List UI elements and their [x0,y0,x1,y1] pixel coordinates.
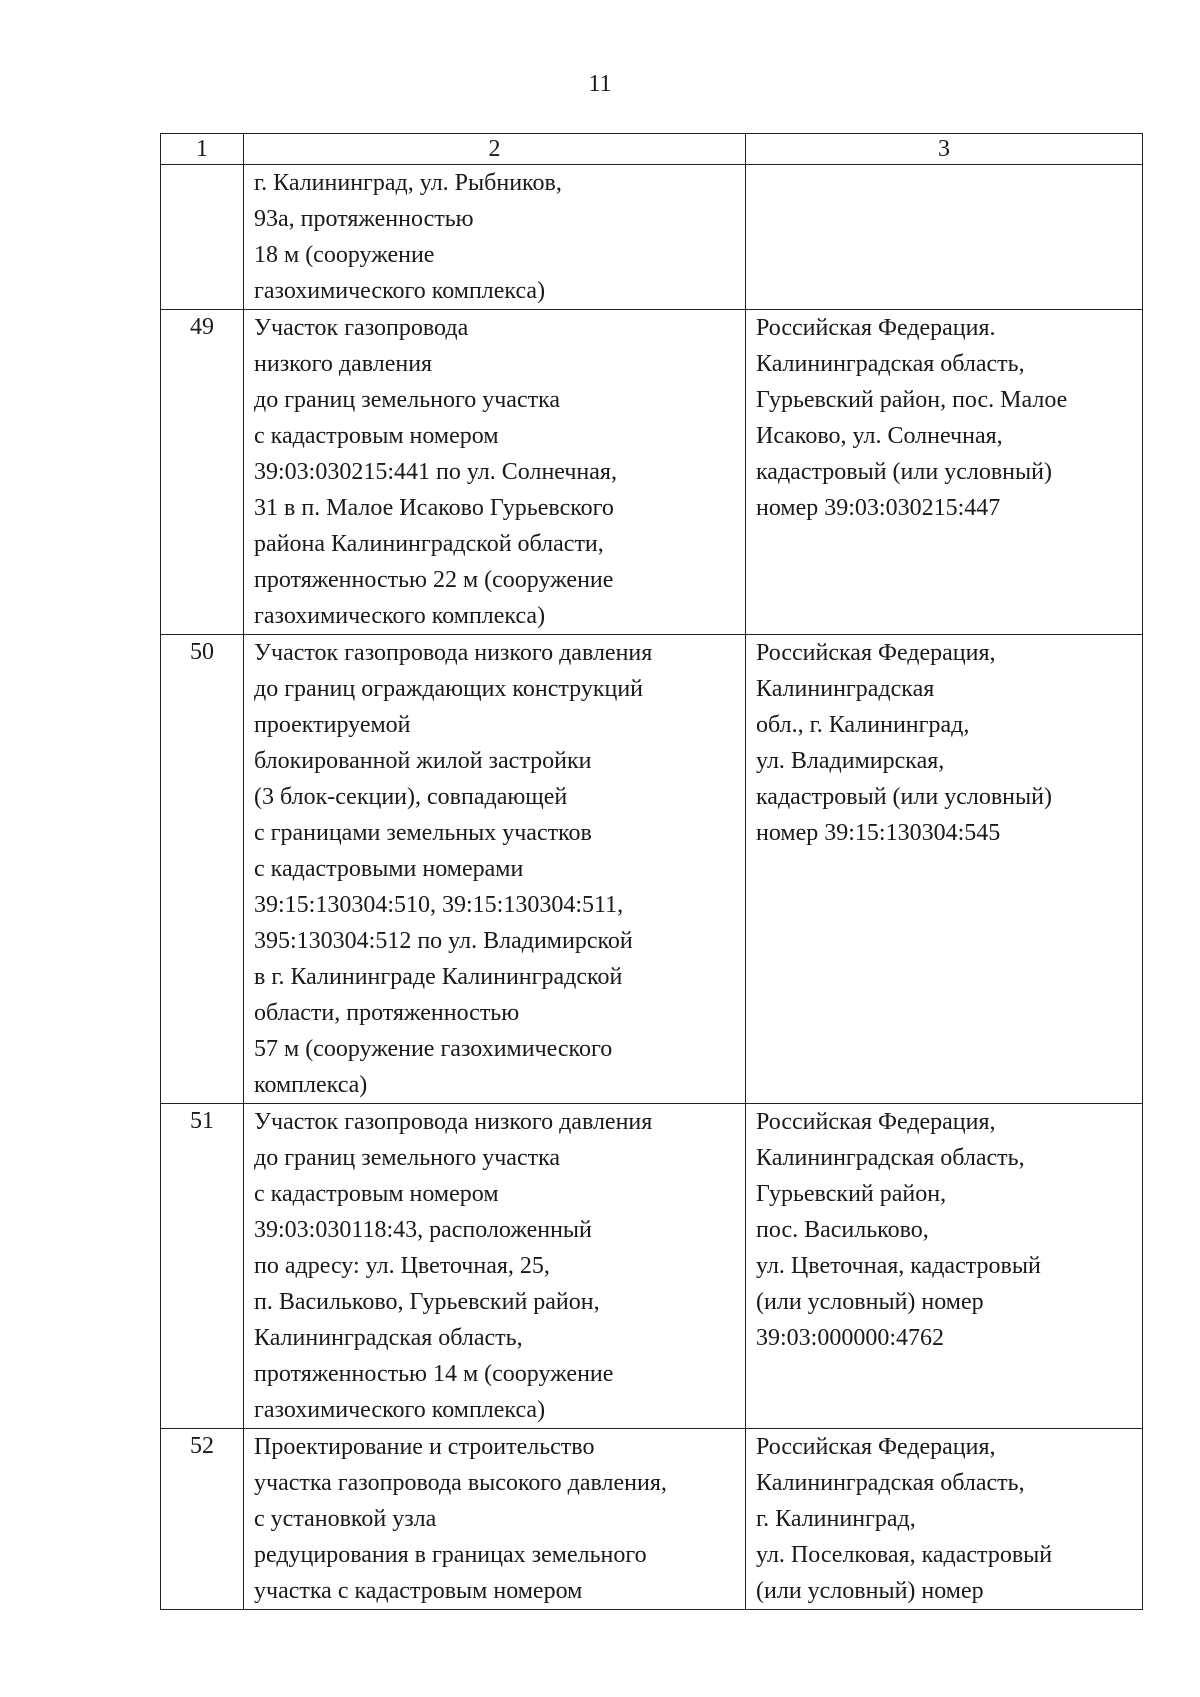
description-line: Участок газопровода низкого давления [254,640,653,666]
description-line: с кадастровыми номерами [254,856,524,882]
table-row [161,165,1143,310]
description-line: блокированной жилой застройки [254,748,592,774]
description-line: газохимического комплекса) [254,278,546,304]
description-line: 93а, протяженностью [254,206,474,232]
location-line: номер 39:03:030215:447 [756,495,1001,521]
location-line: Исаково, ул. Солнечная, [756,423,1003,449]
location-line: ул. Владимирская, [756,748,945,774]
description-line: с границами земельных участков [254,820,592,846]
row-number [161,165,244,310]
row-location [746,1429,1143,1610]
location-line: (или условный) номер [756,1578,984,1604]
description-line: с кадастровым номером [254,423,499,449]
location-line: Российская Федерация, [756,1434,996,1460]
description-line: 39:15:130304:510, 39:15:130304:511, [254,892,624,918]
row-location [746,310,1143,635]
description-line: 57 м (сооружение газохимического [254,1036,613,1062]
description-line: редуцирования в границах земельного [254,1542,647,1568]
description-line: комплекса) [254,1072,368,1098]
description-line: газохимического комплекса) [254,603,546,629]
table-row [161,310,1143,635]
description-line: области, протяженностью [254,1000,520,1026]
location-line: кадастровый (или условный) [756,784,1052,810]
header-col-2: 2 [244,134,746,165]
description-line: 31 в п. Малое Исаково Гурьевского [254,495,614,521]
description-line: в г. Калининграде Калининградской [254,964,623,990]
registry-table [160,133,1143,1610]
location-line: обл., г. Калининград, [756,712,970,738]
description-line: района Калининградской области, [254,531,604,557]
description-line: до границ земельного участка [254,1145,561,1171]
header-col-3: 3 [746,134,1143,165]
location-line: Калининградская область, [756,1470,1025,1496]
description-line: по адресу: ул. Цветочная, 25, [254,1253,550,1279]
description-line: до границ ограждающих конструкций [254,676,644,702]
row-number: 49 [161,310,244,635]
table-row [161,1104,1143,1429]
description-line: участка с кадастровым номером [254,1578,583,1604]
location-line: 39:03:000000:4762 [756,1325,945,1351]
description-line: 395:130304:512 по ул. Владимирской [254,928,633,954]
location-line: ул. Цветочная, кадастровый [756,1253,1041,1279]
row-location [746,165,1143,310]
description-line: п. Васильково, Гурьевский район, [254,1289,600,1315]
header-col-1: 1 [161,134,244,165]
table-header-row [161,134,1143,165]
description-line: Участок газопровода [254,315,469,341]
location-line: номер 39:15:130304:545 [756,820,1001,846]
location-line: ул. Поселковая, кадастровый [756,1542,1053,1568]
description-line: Участок газопровода низкого давления [254,1109,653,1135]
description-line: (3 блок-секции), совпадающей [254,784,568,810]
row-description [244,635,746,1104]
table-row [161,1429,1143,1610]
location-line: Российская Федерация, [756,1109,996,1135]
location-line: пос. Васильково, [756,1217,929,1243]
description-line: с кадастровым номером [254,1181,499,1207]
description-line: г. Калининград, ул. Рыбников, [254,170,562,196]
row-description [244,1429,746,1610]
row-location [746,635,1143,1104]
row-number: 52 [161,1429,244,1610]
description-line: 39:03:030215:441 по ул. Солнечная, [254,459,617,485]
description-line: проектируемой [254,712,411,738]
row-description [244,165,746,310]
description-line: Калининградская область, [254,1325,523,1351]
description-line: протяженностью 14 м (сооружение [254,1361,614,1387]
description-line: участка газопровода высокого давления, [254,1470,667,1496]
table-row [161,635,1143,1104]
location-line: Российская Федерация, [756,640,996,666]
row-number: 51 [161,1104,244,1429]
location-line: Калининградская [756,676,935,702]
row-description [244,310,746,635]
description-line: протяженностью 22 м (сооружение [254,567,614,593]
location-line: Гурьевский район, пос. Малое [756,387,1068,413]
location-line: Российская Федерация. [756,315,996,341]
page-number: 11 [588,71,612,97]
description-line: 39:03:030118:43, расположенный [254,1217,592,1243]
description-line: до границ земельного участка [254,387,561,413]
row-number: 50 [161,635,244,1104]
description-line: газохимического комплекса) [254,1397,546,1423]
description-line: с установкой узла [254,1506,437,1532]
description-line: 18 м (сооружение [254,242,435,268]
location-line: кадастровый (или условный) [756,459,1052,485]
description-line: Проектирование и строительство [254,1434,595,1460]
row-description [244,1104,746,1429]
location-line: Калининградская область, [756,1145,1025,1171]
location-line: Гурьевский район, [756,1181,947,1207]
description-line: низкого давления [254,351,433,377]
row-location [746,1104,1143,1429]
location-line: (или условный) номер [756,1289,984,1315]
location-line: Калининградская область, [756,351,1025,377]
location-line: г. Калининград, [756,1506,916,1532]
